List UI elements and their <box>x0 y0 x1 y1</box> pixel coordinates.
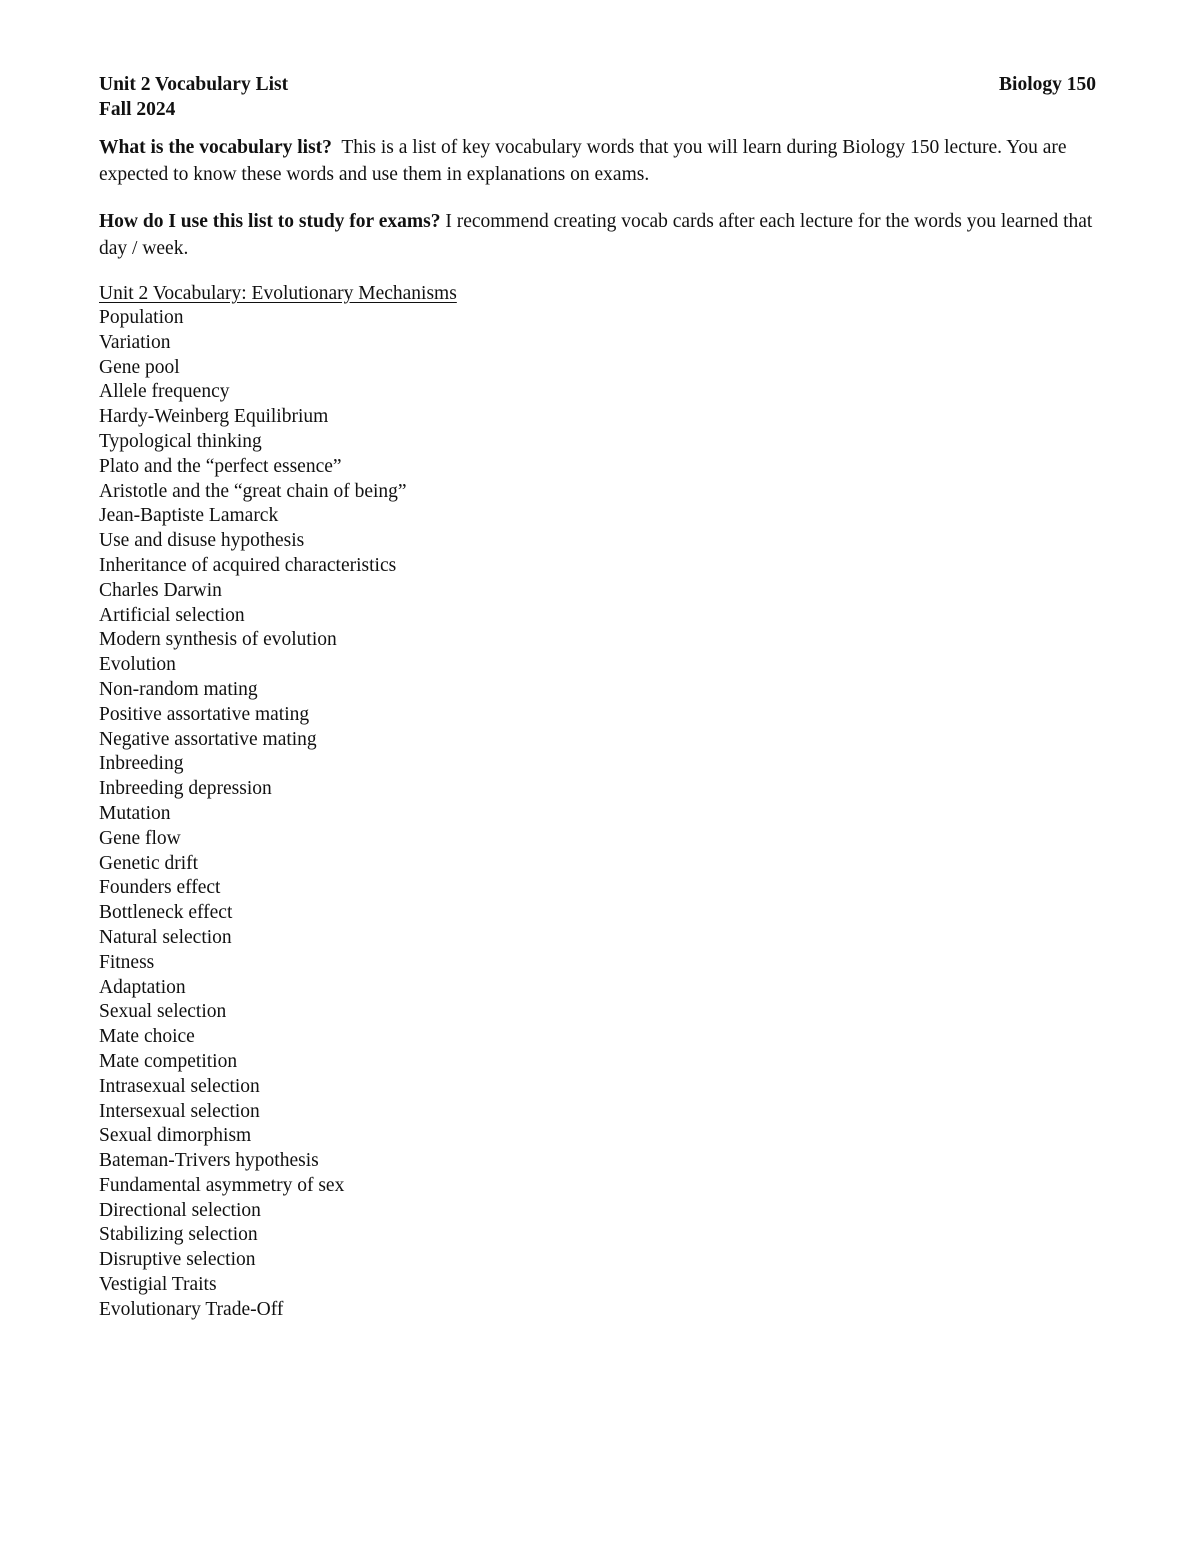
vocab-term: Typological thinking <box>99 430 262 452</box>
intro-paragraph-what <box>99 134 1096 188</box>
vocab-term: Directional selection <box>99 1199 261 1221</box>
vocab-term: Disruptive selection <box>99 1249 256 1271</box>
vocab-term: Adaptation <box>99 976 186 998</box>
vocab-term: Hardy-Weinberg Equilibrium <box>99 406 329 428</box>
vocab-term: Mate competition <box>99 1050 238 1072</box>
vocab-term: Artificial selection <box>99 604 245 626</box>
vocab-term: Vestigial Traits <box>99 1274 217 1296</box>
answer-what-is-list: This is a list of key vocabulary words that you will learn during Biology 150 lecture. You are expected to know these words and use them in explanations on exams. <box>99 137 1072 185</box>
vocab-term: Inbreeding depression <box>99 778 272 800</box>
document-page <box>99 72 1096 1323</box>
vocab-term: Gene flow <box>99 827 181 849</box>
vocab-term: Intersexual selection <box>99 1100 260 1122</box>
vocab-term: Bottleneck effect <box>99 902 233 924</box>
question-what-is-list: What is the vocabulary list? <box>99 137 332 158</box>
vocab-term: Evolution <box>99 654 176 676</box>
term-label: Fall 2024 <box>99 99 176 120</box>
vocab-term: Founders effect <box>99 877 221 899</box>
vocab-term: Fitness <box>99 951 155 973</box>
vocab-term: Allele frequency <box>99 381 230 403</box>
vocab-term: Population <box>99 307 184 328</box>
vocab-term: Aristotle and the “great chain of being” <box>99 480 407 502</box>
vocab-term: Inheritance of acquired characteristics <box>99 554 397 576</box>
answer-how-to-study: I recommend creating vocab cards after each lecture for the words you learned that day / week. <box>99 210 1098 259</box>
intro-paragraph-how <box>99 208 1096 262</box>
vocab-term: Jean-Baptiste Lamarck <box>99 505 279 527</box>
vocab-list <box>99 306 1096 1323</box>
vocab-term: Variation <box>99 331 171 353</box>
section-title: Unit 2 Vocabulary: Evolutionary Mechanisms <box>99 283 457 304</box>
question-how-to-study: How do I use this list to study for exams? <box>99 210 441 232</box>
course-name: Biology 150 <box>999 74 1096 95</box>
vocab-term: Sexual dimorphism <box>99 1125 252 1147</box>
vocab-term: Non-random mating <box>99 678 258 700</box>
vocab-term: Negative assortative mating <box>99 728 317 750</box>
vocab-term: Fundamental asymmetry of sex <box>99 1174 345 1196</box>
vocab-term: Mutation <box>99 802 171 824</box>
vocab-term: Intrasexual selection <box>99 1075 260 1097</box>
vocab-term: Natural selection <box>99 926 232 948</box>
vocab-term: Genetic drift <box>99 852 199 874</box>
vocab-term: Gene pool <box>99 356 180 378</box>
document-title: Unit 2 Vocabulary List <box>99 74 289 95</box>
vocab-term: Evolutionary Trade-Off <box>99 1298 284 1320</box>
document-header <box>99 72 1096 97</box>
vocab-term: Plato and the “perfect essence” <box>99 455 342 477</box>
vocab-term: Positive assortative mating <box>99 703 310 725</box>
vocab-term: Charles Darwin <box>99 579 222 601</box>
vocab-term: Bateman-Trivers hypothesis <box>99 1150 319 1172</box>
vocab-term: Use and disuse hypothesis <box>99 530 305 552</box>
vocab-term: Stabilizing selection <box>99 1224 258 1246</box>
vocab-term: Sexual selection <box>99 1001 227 1023</box>
vocab-term: Inbreeding <box>99 753 184 775</box>
vocab-term: Mate choice <box>99 1026 195 1048</box>
vocab-term: Modern synthesis of evolution <box>99 629 337 651</box>
